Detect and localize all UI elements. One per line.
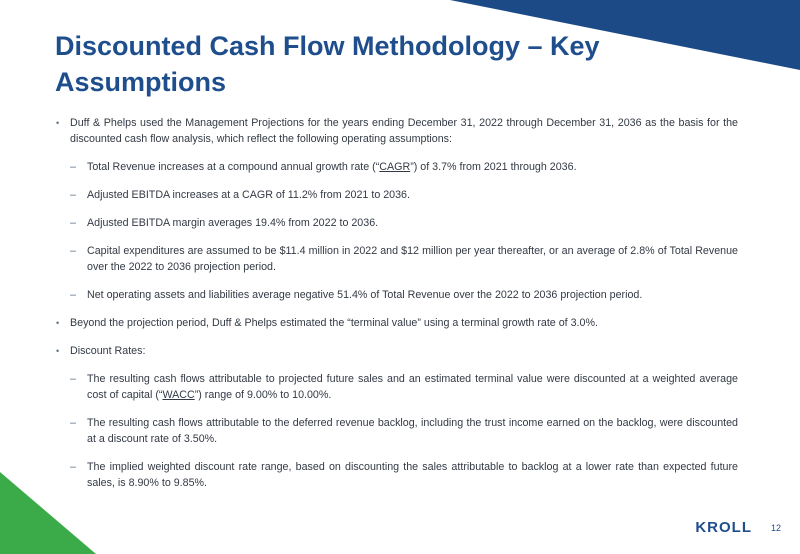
dash-marker: – [70, 161, 76, 173]
sub-item-capex [56, 243, 738, 275]
dash-marker: – [70, 289, 76, 301]
bullet-text: Discount Rates: [70, 345, 146, 357]
sub-item-ebitda-margin [56, 215, 738, 231]
sub-text: The implied weighted discount rate range, based on discounting the sales attributable to backlog at a lower rate than expected future sales, is 8.90% to 9.85%. [87, 461, 738, 489]
sub-text-pre: The resulting cash flows attributable to projected future sales and an estimated terminal value were discounted at a weighted average cost of capital (“ [87, 373, 738, 401]
bullet-discount-rates [56, 343, 738, 359]
dash-marker: – [70, 417, 76, 429]
sub-text-post: ”) of 3.7% from 2021 through 2036. [410, 161, 577, 173]
sub-item-backlog-rate [56, 415, 738, 447]
sub-text-post: ”) range of 9.00% to 10.00%. [194, 389, 332, 401]
sub-text: Capital expenditures are assumed to be $11.4 million in 2022 and $12 million per year thereafter, or an average of 2.8% of Total Revenue over the 2022 to 2036 projection period. [87, 245, 738, 273]
sub-text: Net operating assets and liabilities average negative 51.4% of Total Revenue over the 2022 to 2036 projection period. [87, 289, 643, 301]
cagr-abbreviation: CAGR [379, 161, 411, 173]
dash-marker: – [70, 217, 76, 229]
bullet-text: Duff & Phelps used the Management Projections for the years ending December 31, 2022 through December 31, 2036 as the basis for the discounted cash flow analysis, which reflect the following operating assumptions: [70, 117, 738, 145]
dash-marker: – [70, 189, 76, 201]
dash-marker: – [70, 461, 76, 473]
page-title: Discounted Cash Flow Methodology – Key Assumptions [55, 31, 600, 97]
wacc-abbreviation: WACC [162, 389, 195, 401]
sub-text-pre: Total Revenue increases at a compound annual growth rate (“ [87, 161, 380, 173]
bullet-marker: • [56, 346, 60, 356]
page-number: 12 [770, 523, 781, 533]
dash-marker: – [70, 373, 76, 385]
sub-item-implied-rate [56, 459, 738, 491]
sub-text: Adjusted EBITDA increases at a CAGR of 11.2% from 2021 to 2036. [87, 189, 410, 201]
bullet-marker: • [56, 318, 60, 328]
sub-item-wacc [56, 371, 738, 403]
sub-item-net-operating [56, 287, 738, 303]
bullet-text: Beyond the projection period, Duff & Phelps estimated the “terminal value” using a terminal growth rate of 3.0%. [70, 317, 598, 329]
bullet-terminal-value [56, 315, 738, 331]
sub-item-ebitda-cagr [56, 187, 738, 203]
content-body [56, 115, 738, 503]
sub-text: Adjusted EBITDA margin averages 19.4% from 2022 to 2036. [87, 217, 379, 229]
bullet-marker: • [56, 118, 60, 128]
kroll-logo: KROLL [695, 519, 752, 536]
bullet-operating-assumptions [56, 115, 738, 147]
sub-text: The resulting cash flows attributable to the deferred revenue backlog, including the trust income earned on the backlog, were discounted at a discount rate of 3.50%. [87, 417, 738, 445]
dash-marker: – [70, 245, 76, 257]
sub-item-revenue-cagr [56, 159, 738, 175]
